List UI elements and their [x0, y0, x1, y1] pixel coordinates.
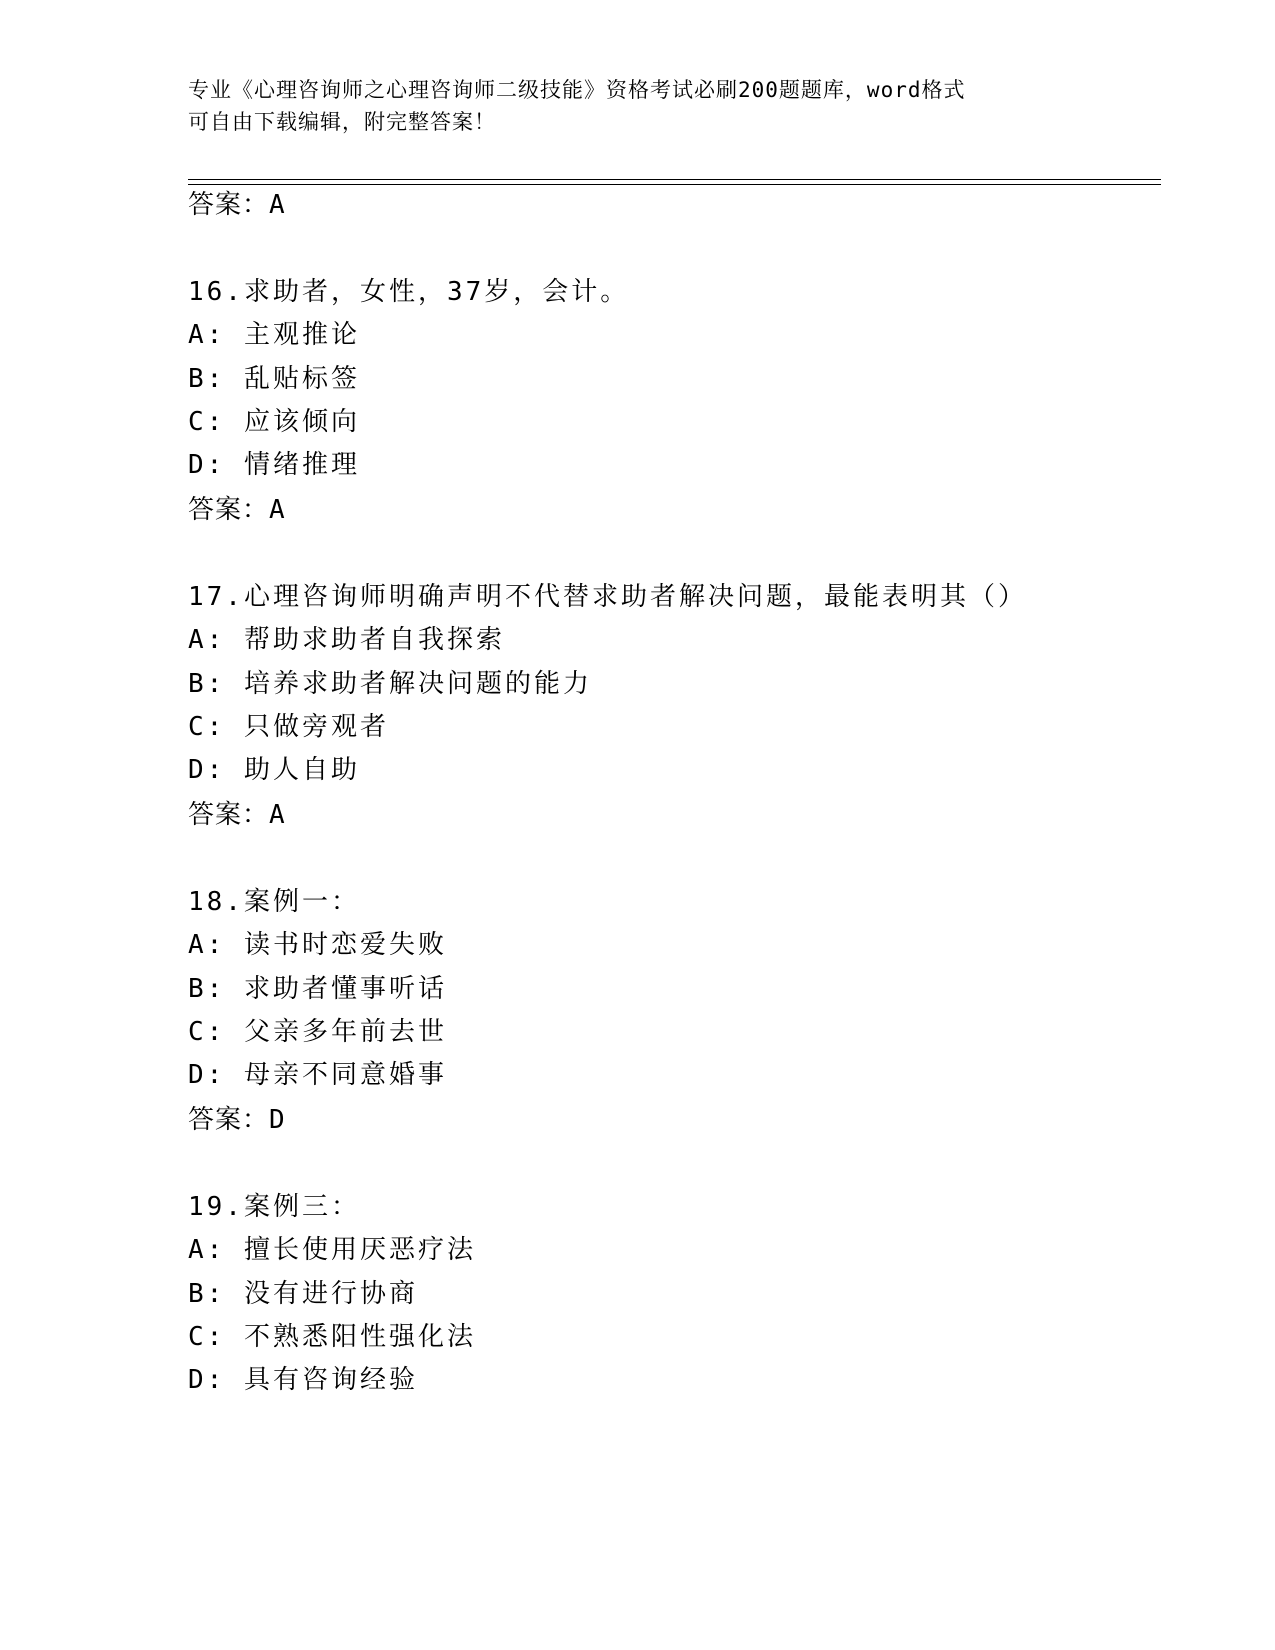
- answer-value: A: [269, 190, 286, 220]
- answer-line: [188, 188, 286, 222]
- option-b: B: 没有进行协商: [188, 1279, 418, 1309]
- option-b: B: 乱贴标签: [188, 364, 360, 394]
- answer-value: D: [269, 1105, 286, 1135]
- option-d: D: 情绪推理: [188, 450, 360, 480]
- option-c: C: 只做旁观者: [188, 712, 389, 742]
- answer-line: [188, 1103, 286, 1137]
- answer-label: 答案：: [188, 1105, 270, 1135]
- question-stem: 19.案例三：: [188, 1192, 360, 1222]
- option-a: A: 主观推论: [188, 320, 360, 350]
- header-divider-bottom: [188, 184, 1161, 185]
- option-d: D: 具有咨询经验: [188, 1365, 418, 1395]
- option-b: B: 培养求助者解决问题的能力: [188, 669, 592, 699]
- option-d: D: 母亲不同意婚事: [188, 1060, 447, 1090]
- option-a: A: 擅长使用厌恶疗法: [188, 1235, 476, 1265]
- header-title-line: 专业《心理咨询师之心理咨询师二级技能》资格考试必刷200题题库，word格式: [188, 78, 966, 102]
- option-a: A: 读书时恋爱失败: [188, 930, 447, 960]
- document-header: [188, 74, 1088, 138]
- header-divider-top: [188, 179, 1161, 180]
- answer-value: A: [269, 495, 286, 525]
- option-c: C: 不熟悉阳性强化法: [188, 1322, 476, 1352]
- answer-label: 答案：: [188, 800, 270, 830]
- question-stem: 17.心理咨询师明确声明不代替求助者解决问题，最能表明其（）: [188, 582, 1027, 612]
- option-c: C: 应该倾向: [188, 407, 360, 437]
- option-b: B: 求助者懂事听话: [188, 974, 447, 1004]
- answer-line: [188, 798, 286, 832]
- answer-label: 答案：: [188, 495, 270, 525]
- header-subtitle-line: 可自由下载编辑，附完整答案！: [188, 110, 496, 134]
- answer-value: A: [269, 800, 286, 830]
- answer-line: [188, 493, 286, 527]
- option-a: A: 帮助求助者自我探索: [188, 625, 505, 655]
- option-c: C: 父亲多年前去世: [188, 1017, 447, 1047]
- option-d: D: 助人自助: [188, 755, 360, 785]
- answer-label: 答案：: [188, 190, 270, 220]
- question-stem: 18.案例一：: [188, 887, 360, 917]
- question-stem: 16.求助者，女性，37岁，会计。: [188, 277, 630, 307]
